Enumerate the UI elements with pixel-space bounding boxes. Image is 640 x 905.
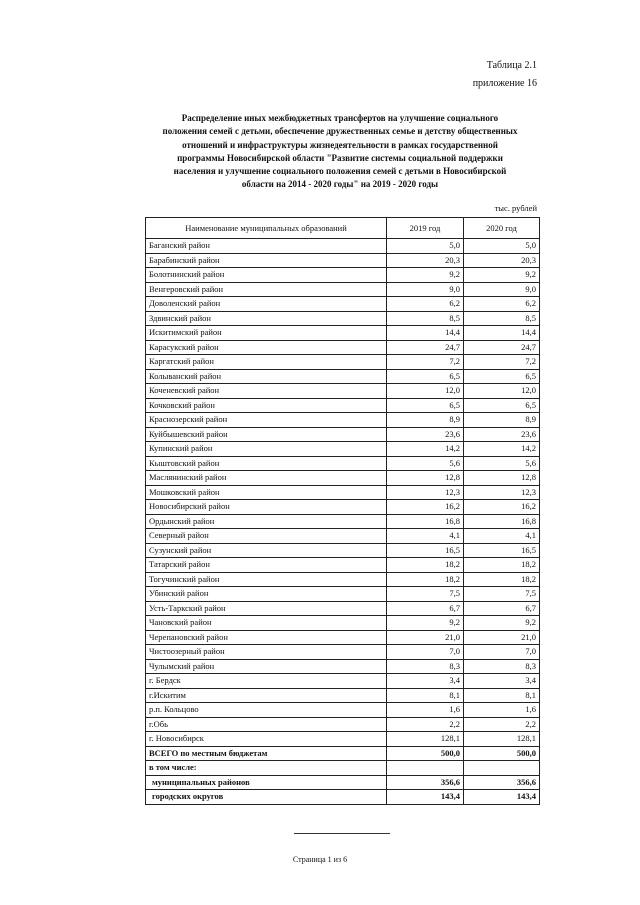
value-2020-cell: 7,0 xyxy=(464,645,540,660)
column-header-municipality: Наименование муниципальных образований xyxy=(146,218,387,239)
table-row xyxy=(146,688,540,703)
municipality-cell: Кыштовский район xyxy=(146,456,387,471)
value-2019-cell xyxy=(387,761,464,776)
municipality-cell: Тогучинский район xyxy=(146,572,387,587)
value-2019-cell: 128,1 xyxy=(387,732,464,747)
municipality-cell: Искитимский район xyxy=(146,326,387,341)
value-2020-cell: 16,2 xyxy=(464,500,540,515)
title-line: населения и улучшение социального положения семей с детьми в Новосибирской xyxy=(173,166,507,177)
table-row xyxy=(146,253,540,268)
table-row xyxy=(146,485,540,500)
value-2019-cell: 9,2 xyxy=(387,268,464,283)
table-row xyxy=(146,543,540,558)
municipality-cell: Доволенский район xyxy=(146,297,387,312)
table-row xyxy=(146,746,540,761)
municipality-cell: Ордынский район xyxy=(146,514,387,529)
value-2019-cell: 5,6 xyxy=(387,456,464,471)
table-row xyxy=(146,442,540,457)
value-2019-cell: 12,3 xyxy=(387,485,464,500)
municipality-cell: г.Обь xyxy=(146,717,387,732)
value-2020-cell: 18,2 xyxy=(464,572,540,587)
municipality-cell: Сузунский район xyxy=(146,543,387,558)
value-2019-cell: 16,2 xyxy=(387,500,464,515)
table-row xyxy=(146,369,540,384)
value-2020-cell: 8,3 xyxy=(464,659,540,674)
municipality-cell: Маслянинский район xyxy=(146,471,387,486)
table-row xyxy=(146,282,540,297)
value-2020-cell: 3,4 xyxy=(464,674,540,689)
value-2020-cell: 16,8 xyxy=(464,514,540,529)
value-2020-cell: 500,0 xyxy=(464,746,540,761)
value-2020-cell: 9,2 xyxy=(464,616,540,631)
municipality-cell: Мошковский район xyxy=(146,485,387,500)
municipality-cell: Кочковский район xyxy=(146,398,387,413)
value-2020-cell xyxy=(464,761,540,776)
table-row xyxy=(146,326,540,341)
value-2019-cell: 24,7 xyxy=(387,340,464,355)
column-header-2020: 2020 год xyxy=(464,218,540,239)
value-2019-cell: 18,2 xyxy=(387,558,464,573)
municipality-cell: Чановский район xyxy=(146,616,387,631)
value-2020-cell: 6,5 xyxy=(464,398,540,413)
footer-divider xyxy=(294,833,390,834)
value-2020-cell: 8,1 xyxy=(464,688,540,703)
value-2019-cell: 12,0 xyxy=(387,384,464,399)
value-2020-cell: 7,2 xyxy=(464,355,540,370)
table-row xyxy=(146,717,540,732)
value-2020-cell: 9,0 xyxy=(464,282,540,297)
value-2020-cell: 143,4 xyxy=(464,790,540,805)
value-2019-cell: 1,6 xyxy=(387,703,464,718)
municipality-cell: Куйбышевский район xyxy=(146,427,387,442)
table-row xyxy=(146,456,540,471)
value-2019-cell: 7,5 xyxy=(387,587,464,602)
table-row xyxy=(146,601,540,616)
municipality-cell: Барабинский район xyxy=(146,253,387,268)
value-2019-cell: 16,8 xyxy=(387,514,464,529)
value-2019-cell: 143,4 xyxy=(387,790,464,805)
value-2020-cell: 128,1 xyxy=(464,732,540,747)
table-row xyxy=(146,413,540,428)
municipality-cell: Краснозерский район xyxy=(146,413,387,428)
table-header-row xyxy=(146,218,540,239)
value-2019-cell: 23,6 xyxy=(387,427,464,442)
table-row xyxy=(146,674,540,689)
value-2019-cell: 6,5 xyxy=(387,398,464,413)
table-row xyxy=(146,355,540,370)
document-title xyxy=(140,112,540,192)
table-row xyxy=(146,500,540,515)
table-row xyxy=(146,311,540,326)
value-2020-cell: 20,3 xyxy=(464,253,540,268)
value-2019-cell: 5,0 xyxy=(387,239,464,254)
table-row xyxy=(146,645,540,660)
table-row xyxy=(146,340,540,355)
municipality-cell: Северный район xyxy=(146,529,387,544)
municipality-cell: Татарский район xyxy=(146,558,387,573)
table-row xyxy=(146,587,540,602)
table-row xyxy=(146,616,540,631)
value-2019-cell: 500,0 xyxy=(387,746,464,761)
value-2020-cell: 12,0 xyxy=(464,384,540,399)
municipality-cell: р.п. Кольцово xyxy=(146,703,387,718)
distribution-table xyxy=(145,217,540,805)
value-2019-cell: 3,4 xyxy=(387,674,464,689)
municipality-cell: Баганский район xyxy=(146,239,387,254)
table-row xyxy=(146,732,540,747)
value-2020-cell: 5,0 xyxy=(464,239,540,254)
value-2020-cell: 8,5 xyxy=(464,311,540,326)
value-2020-cell: 16,5 xyxy=(464,543,540,558)
value-2020-cell: 24,7 xyxy=(464,340,540,355)
value-2019-cell: 12,8 xyxy=(387,471,464,486)
value-2020-cell: 8,9 xyxy=(464,413,540,428)
municipality-cell: Чулымский район xyxy=(146,659,387,674)
value-2020-cell: 2,2 xyxy=(464,717,540,732)
value-2019-cell: 2,2 xyxy=(387,717,464,732)
municipality-cell: г.Искитим xyxy=(146,688,387,703)
municipality-cell: Новосибирский район xyxy=(146,500,387,515)
table-row xyxy=(146,239,540,254)
municipality-cell: г. Новосибирск xyxy=(146,732,387,747)
value-2020-cell: 5,6 xyxy=(464,456,540,471)
municipality-cell: в том числе: xyxy=(146,761,387,776)
value-2020-cell: 14,2 xyxy=(464,442,540,457)
table-row xyxy=(146,297,540,312)
value-2019-cell: 6,5 xyxy=(387,369,464,384)
value-2019-cell: 14,2 xyxy=(387,442,464,457)
table-row xyxy=(146,572,540,587)
title-line: программы Новосибирской области "Развитие системы социальной поддержки xyxy=(177,152,503,163)
table-row xyxy=(146,529,540,544)
value-2020-cell: 21,0 xyxy=(464,630,540,645)
value-2019-cell: 16,5 xyxy=(387,543,464,558)
value-2020-cell: 9,2 xyxy=(464,268,540,283)
value-2019-cell: 6,2 xyxy=(387,297,464,312)
table-row xyxy=(146,790,540,805)
table-body xyxy=(146,239,540,805)
title-line: положения семей с детьми, обеспечение дружественных семье и детству общественных xyxy=(162,126,518,137)
value-2019-cell: 7,0 xyxy=(387,645,464,660)
value-2019-cell: 18,2 xyxy=(387,572,464,587)
value-2019-cell: 20,3 xyxy=(387,253,464,268)
table-number-label: Таблица 2.1 xyxy=(486,60,537,71)
value-2020-cell: 12,3 xyxy=(464,485,540,500)
municipality-cell: Коченевский район xyxy=(146,384,387,399)
value-2019-cell: 8,1 xyxy=(387,688,464,703)
table-row xyxy=(146,761,540,776)
value-2019-cell: 9,0 xyxy=(387,282,464,297)
municipality-cell: г. Бердск xyxy=(146,674,387,689)
units-label: тыс. рублей xyxy=(494,203,537,213)
value-2020-cell: 6,7 xyxy=(464,601,540,616)
table-row xyxy=(146,703,540,718)
municipality-cell: Болотнинский район xyxy=(146,268,387,283)
municipality-cell: Купинский район xyxy=(146,442,387,457)
value-2019-cell: 9,2 xyxy=(387,616,464,631)
municipality-cell: Карасукский район xyxy=(146,340,387,355)
table-row xyxy=(146,514,540,529)
value-2020-cell: 1,6 xyxy=(464,703,540,718)
title-line: Распределение иных межбюджетных трансфертов на улучшение социального xyxy=(181,113,499,123)
value-2019-cell: 6,7 xyxy=(387,601,464,616)
appendix-label: приложение 16 xyxy=(472,78,537,89)
title-line: области на 2014 - 2020 годы" на 2019 - 2020 годы xyxy=(241,179,439,190)
table-row xyxy=(146,630,540,645)
municipality-cell: ВСЕГО по местным бюджетам xyxy=(146,746,387,761)
municipality-cell: городских округов xyxy=(146,790,387,805)
table-row xyxy=(146,659,540,674)
value-2019-cell: 21,0 xyxy=(387,630,464,645)
value-2020-cell: 7,5 xyxy=(464,587,540,602)
value-2020-cell: 6,5 xyxy=(464,369,540,384)
value-2020-cell: 6,2 xyxy=(464,297,540,312)
municipality-cell: Колыванский район xyxy=(146,369,387,384)
value-2019-cell: 8,3 xyxy=(387,659,464,674)
value-2019-cell: 8,9 xyxy=(387,413,464,428)
value-2020-cell: 14,4 xyxy=(464,326,540,341)
title-line: отношений и инфраструктуры жизнедеятельности в рамках государственной xyxy=(182,139,498,150)
value-2019-cell: 14,4 xyxy=(387,326,464,341)
table-row xyxy=(146,775,540,790)
table-row xyxy=(146,427,540,442)
value-2020-cell: 23,6 xyxy=(464,427,540,442)
municipality-cell: муниципальных районов xyxy=(146,775,387,790)
municipality-cell: Усть-Таркский район xyxy=(146,601,387,616)
value-2020-cell: 356,6 xyxy=(464,775,540,790)
table-row xyxy=(146,398,540,413)
value-2020-cell: 4,1 xyxy=(464,529,540,544)
value-2020-cell: 12,8 xyxy=(464,471,540,486)
municipality-cell: Чистоозерный район xyxy=(146,645,387,660)
municipality-cell: Убинский район xyxy=(146,587,387,602)
municipality-cell: Каргатский район xyxy=(146,355,387,370)
table-row xyxy=(146,558,540,573)
table-row xyxy=(146,384,540,399)
value-2019-cell: 8,5 xyxy=(387,311,464,326)
column-header-2019: 2019 год xyxy=(387,218,464,239)
value-2019-cell: 7,2 xyxy=(387,355,464,370)
table-row xyxy=(146,268,540,283)
value-2019-cell: 356,6 xyxy=(387,775,464,790)
value-2019-cell: 4,1 xyxy=(387,529,464,544)
municipality-cell: Здвинский район xyxy=(146,311,387,326)
table-row xyxy=(146,471,540,486)
municipality-cell: Черепановский район xyxy=(146,630,387,645)
municipality-cell: Венгеровский район xyxy=(146,282,387,297)
value-2020-cell: 18,2 xyxy=(464,558,540,573)
page-number: Страница 1 из 6 xyxy=(292,855,348,864)
